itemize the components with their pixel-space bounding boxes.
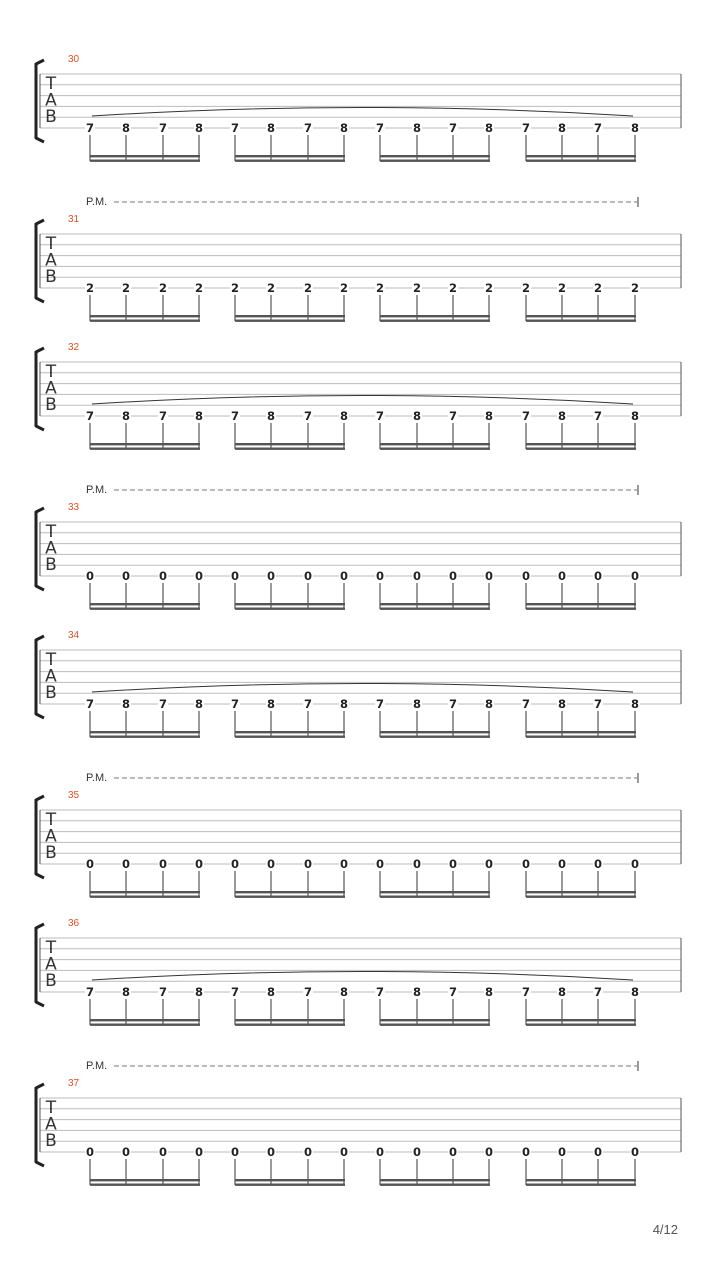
measure-number: 33 — [68, 502, 80, 513]
fret-number: 7 — [303, 121, 313, 135]
fret-number: 0 — [303, 857, 313, 871]
fret-number: 8 — [121, 409, 131, 423]
fret-number: 0 — [593, 1145, 603, 1159]
slur-arc — [92, 684, 633, 693]
fret-number: 7 — [230, 985, 240, 999]
beam-primary — [526, 603, 636, 605]
beam-secondary — [526, 448, 636, 450]
tab-clef-letter: B — [45, 971, 57, 991]
tab-clef-letter: A — [45, 826, 57, 847]
fret-number: 0 — [266, 1145, 276, 1159]
fret-number: 0 — [194, 569, 204, 583]
beam-secondary — [380, 448, 490, 450]
fret-number: 7 — [85, 121, 95, 135]
beam-primary — [380, 1019, 490, 1021]
fret-number: 0 — [448, 569, 458, 583]
fret-number: 8 — [339, 697, 349, 711]
tab-clef-letter: A — [45, 538, 57, 559]
beam-secondary — [90, 608, 200, 610]
beam-secondary — [526, 1024, 636, 1026]
fret-number: 7 — [593, 121, 603, 135]
beam-primary — [526, 1019, 636, 1021]
tab-system — [36, 196, 681, 322]
fret-number: 8 — [266, 985, 276, 999]
tab-clef-letter: A — [45, 90, 57, 111]
fret-number: 8 — [194, 697, 204, 711]
palm-mute-label: P.M. — [86, 196, 108, 208]
fret-number: 2 — [303, 281, 313, 295]
tab-clef-letter: T — [45, 74, 57, 94]
tab-clef-letter: T — [45, 234, 57, 254]
fret-number: 0 — [521, 1145, 531, 1159]
fret-number: 0 — [521, 857, 531, 871]
fret-number: 7 — [448, 409, 458, 423]
beam-primary — [380, 891, 490, 893]
fret-number: 8 — [557, 121, 567, 135]
beam-secondary — [90, 1184, 200, 1186]
tab-clef-letter: A — [45, 954, 57, 975]
fret-number: 8 — [484, 409, 494, 423]
beam-secondary — [235, 1184, 345, 1186]
fret-number: 2 — [121, 281, 131, 295]
fret-number: 7 — [158, 985, 168, 999]
beam-primary — [526, 731, 636, 733]
beam-secondary — [235, 1024, 345, 1026]
beam-secondary — [380, 736, 490, 738]
fret-number: 8 — [557, 409, 567, 423]
fret-number: 0 — [158, 857, 168, 871]
fret-number: 0 — [85, 569, 95, 583]
beam-primary — [235, 1019, 345, 1021]
page-number: 4/12 — [652, 1222, 678, 1237]
fret-number: 0 — [557, 857, 567, 871]
tab-clef-letter: A — [45, 378, 57, 399]
beam-secondary — [380, 1024, 490, 1026]
fret-number: 0 — [339, 857, 349, 871]
fret-number: 8 — [557, 697, 567, 711]
beam-secondary — [235, 320, 345, 322]
fret-number: 8 — [266, 409, 276, 423]
beam-primary — [380, 1179, 490, 1181]
fret-number: 7 — [448, 985, 458, 999]
beam-secondary — [90, 448, 200, 450]
fret-number: 0 — [484, 857, 494, 871]
fret-number: 7 — [375, 697, 385, 711]
fret-number: 0 — [158, 569, 168, 583]
fret-number: 7 — [230, 409, 240, 423]
tab-clef-letter: A — [45, 250, 57, 271]
beam-secondary — [526, 320, 636, 322]
fret-number: 0 — [375, 1145, 385, 1159]
beam-primary — [380, 155, 490, 157]
tab-clef-letter: B — [45, 107, 57, 127]
fret-number: 8 — [194, 121, 204, 135]
fret-number: 7 — [158, 409, 168, 423]
fret-number: 7 — [85, 697, 95, 711]
fret-number: 0 — [194, 1145, 204, 1159]
fret-number: 8 — [121, 697, 131, 711]
fret-number: 8 — [121, 121, 131, 135]
measure-number: 34 — [68, 630, 80, 641]
beam-primary — [235, 315, 345, 317]
tab-system — [36, 54, 681, 162]
beam-primary — [90, 155, 200, 157]
fret-number: 0 — [593, 857, 603, 871]
tab-system — [36, 484, 681, 610]
fret-number: 7 — [375, 121, 385, 135]
measure-number: 36 — [68, 918, 80, 929]
fret-number: 7 — [521, 409, 531, 423]
fret-number: 7 — [303, 985, 313, 999]
beam-primary — [380, 603, 490, 605]
beam-primary — [90, 443, 200, 445]
fret-number: 2 — [339, 281, 349, 295]
fret-number: 7 — [593, 409, 603, 423]
fret-number: 0 — [339, 569, 349, 583]
fret-number: 8 — [557, 985, 567, 999]
fret-number: 0 — [448, 1145, 458, 1159]
beam-secondary — [235, 896, 345, 898]
fret-number: 7 — [375, 985, 385, 999]
fret-number: 0 — [85, 1145, 95, 1159]
fret-number: 8 — [339, 121, 349, 135]
tab-clef-letter: T — [45, 938, 57, 958]
fret-number: 8 — [412, 121, 422, 135]
fret-number: 8 — [630, 409, 640, 423]
slur-arc — [92, 108, 633, 117]
fret-number: 2 — [412, 281, 422, 295]
beam-primary — [526, 315, 636, 317]
beam-primary — [526, 891, 636, 893]
fret-number: 8 — [266, 697, 276, 711]
fret-number: 0 — [630, 857, 640, 871]
fret-number: 7 — [158, 121, 168, 135]
fret-number: 0 — [85, 857, 95, 871]
beam-primary — [526, 443, 636, 445]
fret-number: 2 — [557, 281, 567, 295]
fret-number: 2 — [521, 281, 531, 295]
fret-number: 0 — [375, 569, 385, 583]
beam-secondary — [380, 608, 490, 610]
fret-number: 7 — [375, 409, 385, 423]
fret-number: 0 — [484, 1145, 494, 1159]
fret-number: 2 — [375, 281, 385, 295]
measure-number: 30 — [68, 54, 80, 65]
beam-secondary — [235, 160, 345, 162]
beam-primary — [235, 443, 345, 445]
tab-clef-letter: T — [45, 650, 57, 670]
fret-number: 2 — [630, 281, 640, 295]
fret-number: 2 — [194, 281, 204, 295]
fret-number: 0 — [412, 857, 422, 871]
fret-number: 7 — [85, 409, 95, 423]
measure-number: 37 — [68, 1078, 80, 1089]
beam-secondary — [90, 1024, 200, 1026]
beam-secondary — [380, 1184, 490, 1186]
fret-number: 0 — [121, 569, 131, 583]
fret-number: 0 — [158, 1145, 168, 1159]
beam-secondary — [526, 736, 636, 738]
tab-clef-letter: A — [45, 1114, 57, 1135]
tab-system — [36, 918, 681, 1026]
beam-secondary — [380, 160, 490, 162]
fret-number: 0 — [230, 569, 240, 583]
palm-mute-label: P.M. — [86, 484, 108, 496]
beam-primary — [235, 155, 345, 157]
fret-number: 8 — [339, 985, 349, 999]
fret-number: 0 — [266, 569, 276, 583]
fret-number: 8 — [630, 985, 640, 999]
beam-primary — [235, 891, 345, 893]
fret-number: 8 — [194, 409, 204, 423]
tab-system — [36, 342, 681, 450]
fret-number: 2 — [448, 281, 458, 295]
fret-number: 0 — [230, 857, 240, 871]
palm-mute-label: P.M. — [86, 772, 108, 784]
tab-clef-letter: B — [45, 683, 57, 703]
beam-secondary — [235, 448, 345, 450]
beam-primary — [526, 155, 636, 157]
beam-primary — [235, 603, 345, 605]
fret-number: 7 — [85, 985, 95, 999]
tab-clef-letter: T — [45, 522, 57, 542]
beam-primary — [380, 315, 490, 317]
beam-primary — [90, 315, 200, 317]
fret-number: 0 — [557, 569, 567, 583]
tab-clef-letter: A — [45, 666, 57, 687]
fret-number: 8 — [412, 985, 422, 999]
fret-number: 7 — [593, 697, 603, 711]
fret-number: 2 — [158, 281, 168, 295]
fret-number: 0 — [121, 857, 131, 871]
tab-system — [36, 630, 681, 738]
fret-number: 0 — [557, 1145, 567, 1159]
beam-secondary — [90, 896, 200, 898]
palm-mute-label: P.M. — [86, 1060, 108, 1072]
fret-number: 0 — [630, 1145, 640, 1159]
fret-number: 0 — [593, 569, 603, 583]
fret-number: 7 — [448, 121, 458, 135]
fret-number: 0 — [521, 569, 531, 583]
beam-primary — [526, 1179, 636, 1181]
beam-secondary — [90, 320, 200, 322]
fret-number: 7 — [230, 697, 240, 711]
fret-number: 2 — [593, 281, 603, 295]
fret-number: 8 — [630, 121, 640, 135]
beam-primary — [235, 1179, 345, 1181]
fret-number: 0 — [412, 569, 422, 583]
fret-number: 7 — [521, 121, 531, 135]
fret-number: 8 — [266, 121, 276, 135]
tab-system — [36, 1060, 681, 1186]
beam-secondary — [526, 160, 636, 162]
fret-number: 8 — [484, 985, 494, 999]
beam-primary — [380, 443, 490, 445]
tab-clef-letter: T — [45, 810, 57, 830]
fret-number: 2 — [266, 281, 276, 295]
beam-secondary — [235, 608, 345, 610]
fret-number: 8 — [194, 985, 204, 999]
fret-number: 7 — [593, 985, 603, 999]
beam-secondary — [380, 896, 490, 898]
fret-number: 0 — [303, 569, 313, 583]
beam-primary — [90, 1019, 200, 1021]
fret-number: 0 — [630, 569, 640, 583]
fret-number: 0 — [375, 857, 385, 871]
fret-number: 7 — [521, 985, 531, 999]
fret-number: 0 — [484, 569, 494, 583]
fret-number: 8 — [484, 697, 494, 711]
fret-number: 0 — [230, 1145, 240, 1159]
fret-number: 2 — [484, 281, 494, 295]
tab-clef-letter: B — [45, 555, 57, 575]
tab-clef-letter: T — [45, 1098, 57, 1118]
tab-clef-letter: B — [45, 267, 57, 287]
fret-number: 0 — [303, 1145, 313, 1159]
tab-clef-letter: B — [45, 1131, 57, 1151]
fret-number: 8 — [412, 697, 422, 711]
fret-number: 7 — [303, 409, 313, 423]
beam-secondary — [90, 160, 200, 162]
fret-number: 7 — [448, 697, 458, 711]
fret-number: 8 — [121, 985, 131, 999]
tab-clef-letter: T — [45, 362, 57, 382]
fret-number: 8 — [484, 121, 494, 135]
tab-clef-letter: B — [45, 843, 57, 863]
fret-number: 2 — [230, 281, 240, 295]
beam-primary — [90, 891, 200, 893]
fret-number: 0 — [339, 1145, 349, 1159]
fret-number: 2 — [85, 281, 95, 295]
fret-number: 8 — [339, 409, 349, 423]
beam-secondary — [526, 608, 636, 610]
fret-number: 0 — [266, 857, 276, 871]
beam-primary — [90, 603, 200, 605]
measure-number: 31 — [68, 214, 80, 225]
beam-secondary — [90, 736, 200, 738]
beam-secondary — [380, 320, 490, 322]
fret-number: 7 — [521, 697, 531, 711]
fret-number: 7 — [230, 121, 240, 135]
fret-number: 7 — [303, 697, 313, 711]
beam-primary — [380, 731, 490, 733]
fret-number: 0 — [194, 857, 204, 871]
beam-primary — [235, 731, 345, 733]
fret-number: 8 — [412, 409, 422, 423]
fret-number: 0 — [448, 857, 458, 871]
tab-clef-letter: B — [45, 395, 57, 415]
beam-primary — [90, 1179, 200, 1181]
beam-secondary — [526, 896, 636, 898]
beam-primary — [90, 731, 200, 733]
beam-secondary — [526, 1184, 636, 1186]
slur-arc — [92, 396, 633, 405]
measure-number: 35 — [68, 790, 80, 801]
measure-number: 32 — [68, 342, 80, 353]
beam-secondary — [235, 736, 345, 738]
fret-number: 0 — [121, 1145, 131, 1159]
fret-number: 7 — [158, 697, 168, 711]
fret-number: 0 — [412, 1145, 422, 1159]
slur-arc — [92, 972, 633, 981]
fret-number: 8 — [630, 697, 640, 711]
tab-system — [36, 772, 681, 898]
